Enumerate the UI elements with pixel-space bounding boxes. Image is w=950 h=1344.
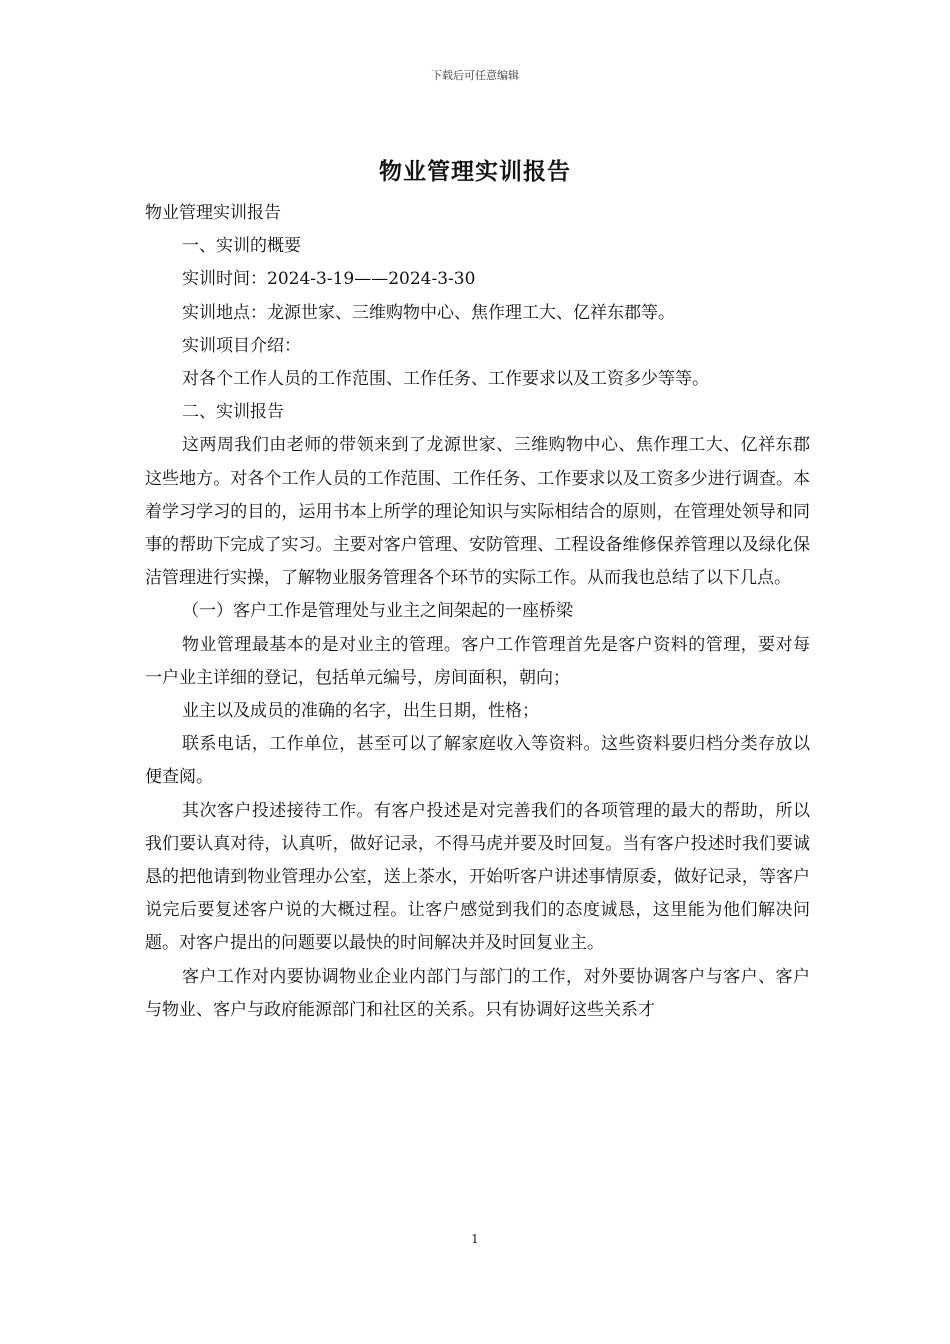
paragraph: 实训项目介绍： [182,335,301,356]
paragraph: 物业管理最基本的是对业主的管理。客户工作管理首先是客户资料的管理，要对每一户业主详细的登记，包括单元编号，房间面积，朝向； [145,634,810,688]
paragraph: 其次客户投述接待工作。有客户投述是对完善我们的各项管理的最大的帮助，所以我们要认真对待，认真听，做好记录，不得马虎并要及时回复。当有客户投述时我们要诚恳的把他请到物业管理办公室，送上茶水，开始听客户讲述事情原委，做好记录，等客户说完后要复述客户说的大概过程。让客户感觉到我们的态度诚恳，这里能为他们解决问题。对客户提出的问题要以最快的时间解决并及时回复业主。 [145,800,810,954]
paragraph: 这两周我们由老师的带领来到了龙源世家、三维购物中心、焦作理工大、亿祥东郡这些地方。对各个工作人员的工作范围、工作任务、工作要求以及工资多少进行调查。本着学习学习的目的，运用书本上所学的理论知识与实际相结合的原则，在管理处领导和同事的帮助下完成了实习。主要对客户管理、安防管理、工程设备维修保养管理以及绿化保洁管理进行实操，了解物业服务管理各个环节的实际工作。从而我也总结了以下几点。 [145,435,810,589]
paragraph: 物业管理实训报告 [145,203,281,223]
paragraph: 联系电话，工作单位，甚至可以了解家庭收入等资料。这些资料要归档分类存放以便查阅。 [145,734,810,788]
paragraph: 业主以及成员的准确的名字，出生日期，性格； [182,701,539,722]
document-title: 物业管理实训报告 [379,158,571,185]
paragraph: 客户工作对内要协调物业企业内部门与部门的工作，对外要协调客户与客户、客户与物业、客户与政府能源部门和社区的关系。只有协调好这些关系才 [145,966,810,1020]
paragraph: 实训地点：龙源世家、三维购物中心、焦作理工大、亿祥东郡等。 [182,302,675,323]
paragraph: 一、实训的概要 [182,236,301,257]
paragraph: 对各个工作人员的工作范围、工作任务、工作要求以及工资多少等等。 [182,369,709,390]
page-number: 1 [471,1232,479,1246]
paragraph: 实训时间：2024-3-19——2024-3-30 [182,269,476,290]
paragraph: 二、实训报告 [182,402,284,423]
header-note: 下载后可任意编辑 [431,69,519,82]
document-body [145,197,810,1027]
paragraph: （一）客户工作是管理处与业主之间架起的一座桥梁 [182,601,573,622]
